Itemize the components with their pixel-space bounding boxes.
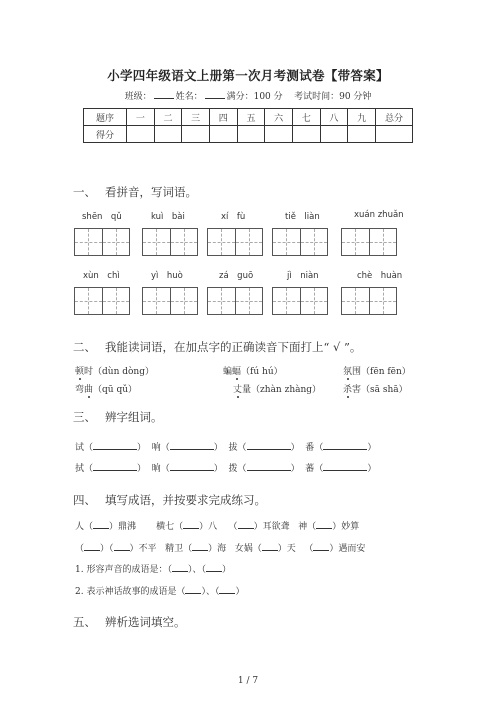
idiom-text: 人（ [75, 522, 94, 532]
char: 晌 [151, 464, 161, 474]
header-cell: 题序 [84, 109, 127, 126]
idiom-text: ）海 [208, 544, 227, 554]
idiom-text: （ [75, 544, 85, 554]
answer-blank[interactable] [93, 519, 109, 529]
writing-grid[interactable] [341, 228, 397, 256]
answer-blank[interactable] [172, 562, 188, 572]
pinyin-options[interactable]: （fēn fēn） [361, 367, 411, 377]
word-pre: 弯 [75, 385, 85, 395]
score-cell[interactable] [182, 126, 210, 143]
section-5-heading [73, 614, 186, 630]
header-cell: 五 [237, 109, 265, 126]
section-number: 五、 [73, 615, 96, 629]
pinyin: chè huàn [357, 271, 403, 281]
section-title: 辨析选词填空。 [105, 615, 186, 629]
idiom-text: ）耳欲聋 [253, 522, 290, 532]
char: 拨 [228, 464, 238, 474]
row-label: 得分 [84, 126, 127, 143]
dotted-char: 氛 [343, 367, 353, 377]
char: 蕃 [305, 464, 315, 474]
idiom-text: ）天 [277, 544, 296, 554]
score-table-row [84, 126, 413, 143]
answer-blank[interactable] [313, 541, 329, 551]
pinyin: kuì bài [151, 212, 185, 222]
header-cell: 四 [209, 109, 237, 126]
page-title: 小学四年级语文上册第一次月考测试卷【带答案】 [107, 68, 389, 83]
pinyin-options[interactable]: （qū qǔ） [93, 385, 138, 395]
char: 试 [75, 443, 85, 453]
pinyin: xùn chì [83, 271, 120, 281]
section-3-heading [73, 409, 163, 425]
writing-grid[interactable] [207, 228, 263, 256]
word-item [343, 364, 411, 377]
section-title: 填写成语，并按要求完成练习。 [105, 493, 266, 507]
header-cell: 总分 [376, 109, 413, 126]
question-1 [75, 562, 231, 575]
pinyin: xí fù [221, 212, 246, 222]
answer-blank[interactable] [185, 584, 201, 594]
writing-grid[interactable] [74, 287, 130, 315]
section-number: 三、 [73, 410, 96, 424]
score-cell[interactable] [265, 126, 293, 143]
score-cell[interactable] [376, 126, 413, 143]
score-cell[interactable] [127, 126, 155, 143]
score-cell[interactable] [237, 126, 265, 143]
char: 响 [151, 443, 161, 453]
section-title: 我能读词语，在加点字的正确读音下面打上“ √ ”。 [105, 340, 362, 354]
answer-blank[interactable] [316, 519, 332, 529]
dotted-char: 顿 [75, 367, 85, 377]
pinyin-options[interactable]: （dùn dòng） [93, 367, 154, 377]
page-number: 1 / 7 [237, 676, 259, 686]
answer-blank[interactable] [323, 461, 367, 471]
pinyin: zá guō [219, 271, 254, 281]
idiom-text: （ [228, 522, 238, 532]
answer-blank[interactable] [170, 461, 214, 471]
name-label: 姓名： [175, 92, 203, 102]
answer-blank[interactable] [323, 440, 367, 450]
pinyin-options[interactable]: （sā shā） [361, 385, 408, 395]
answer-blank[interactable] [262, 541, 278, 551]
char-group-row: 拭（ ） 晌（ ） 拨（ ） 蕃（ ） [75, 461, 376, 474]
answer-blank[interactable] [238, 519, 254, 529]
question-text: 2. 表示神话故事的成语是（ [75, 587, 186, 597]
char: 番 [305, 443, 315, 453]
header-cell: 六 [265, 109, 293, 126]
answer-blank[interactable] [192, 541, 208, 551]
header-cell: 三 [182, 109, 210, 126]
answer-blank[interactable] [219, 584, 235, 594]
score-cell[interactable] [320, 126, 348, 143]
score-cell[interactable] [348, 126, 376, 143]
answer-blank[interactable] [183, 519, 199, 529]
idiom-text: 女娲（ [234, 544, 262, 554]
score-cell[interactable] [154, 126, 182, 143]
exam-info [0, 89, 496, 102]
word-item [75, 364, 154, 377]
header-cell: 七 [292, 109, 320, 126]
word-rest: 量 [242, 385, 252, 395]
score-table-header [84, 109, 413, 126]
pinyin: jì niàn [287, 271, 319, 281]
question-text: ）、（ [201, 587, 220, 597]
idiom-text: ）（ [100, 544, 114, 554]
idiom-text: 神（ [298, 522, 317, 532]
answer-blank[interactable] [247, 461, 291, 471]
word-rest: 害 [352, 385, 362, 395]
section-title: 看拼音，写词语。 [105, 185, 197, 199]
answer-blank[interactable] [170, 440, 214, 450]
writing-grid[interactable] [207, 287, 263, 315]
section-2-heading [73, 339, 361, 355]
char: 拔 [228, 443, 238, 453]
idiom-row [75, 541, 365, 554]
class-blank [154, 89, 174, 99]
idiom-text: ）遇而安 [329, 544, 366, 554]
full-score: 满分：100 分 [226, 92, 283, 102]
score-table [83, 108, 413, 143]
idiom-text: 横七（ [156, 522, 184, 532]
char-group-row: 试（ ） 响（ ） 拔（ ） 番（ ） [75, 440, 376, 453]
question-text: ）、（ [187, 565, 206, 575]
pinyin: tiě liàn [285, 212, 320, 222]
section-title: 辨字组词。 [105, 410, 163, 424]
section-number: 二、 [73, 340, 96, 354]
section-1-heading [73, 184, 197, 200]
dotted-char: 丈 [233, 385, 243, 395]
answer-blank[interactable] [93, 440, 137, 450]
word-item [75, 382, 137, 395]
writing-grid[interactable] [74, 228, 130, 256]
pinyin: xuán zhuǎn [354, 210, 404, 220]
answer-blank[interactable] [93, 461, 137, 471]
dotted-char: 杀 [343, 385, 353, 395]
answer-blank[interactable] [247, 440, 291, 450]
dotted-char: 蝠 [232, 367, 242, 377]
section-4-heading [73, 492, 266, 508]
exam-time: 考试时间：90 分钟 [294, 92, 372, 102]
pinyin-options[interactable]: （zhàn zhàng） [251, 385, 322, 395]
answer-blank[interactable] [206, 562, 222, 572]
header-cell: 八 [320, 109, 348, 126]
pinyin: yì huò [151, 271, 183, 281]
section-number: 四、 [73, 493, 96, 507]
idiom-text: ）妙算 [332, 522, 360, 532]
header-cell: 一 [127, 109, 155, 126]
question-text: ） [221, 565, 231, 575]
question-text: 1. 形容声音的成语是：（ [75, 565, 172, 575]
header-cell: 二 [154, 109, 182, 126]
idiom-text: ）八 [199, 522, 218, 532]
word-item [343, 382, 408, 395]
word-rest: 时 [84, 367, 94, 377]
score-cell[interactable] [292, 126, 320, 143]
answer-blank[interactable] [84, 541, 100, 551]
name-blank [205, 89, 225, 99]
score-cell[interactable] [209, 126, 237, 143]
char: 拭 [75, 464, 85, 474]
question-2 [75, 584, 244, 597]
dotted-char: 曲 [84, 385, 94, 395]
writing-grid[interactable] [142, 287, 198, 315]
word-item [233, 382, 321, 395]
idiom-text: （ [304, 544, 314, 554]
word-rest: 围 [352, 367, 362, 377]
word-pre: 蝙 [223, 367, 233, 377]
idiom-row [75, 519, 359, 532]
idiom-text: ）鼎沸 [109, 522, 137, 532]
idiom-text: ）不平 [129, 544, 157, 554]
idiom-text: 精卫（ [165, 544, 193, 554]
class-label: 班级： [124, 92, 152, 102]
writing-grid[interactable] [142, 228, 198, 256]
pinyin-options[interactable]: （fú hú） [241, 367, 283, 377]
section-number: 一、 [73, 185, 96, 199]
word-item [223, 364, 283, 377]
answer-blank[interactable] [114, 541, 130, 551]
writing-grid[interactable] [272, 287, 328, 315]
question-text: ） [235, 587, 245, 597]
pinyin: shēn qǔ [82, 212, 122, 222]
writing-grid[interactable] [272, 228, 328, 256]
header-cell: 九 [348, 109, 376, 126]
writing-grid[interactable] [341, 287, 397, 315]
